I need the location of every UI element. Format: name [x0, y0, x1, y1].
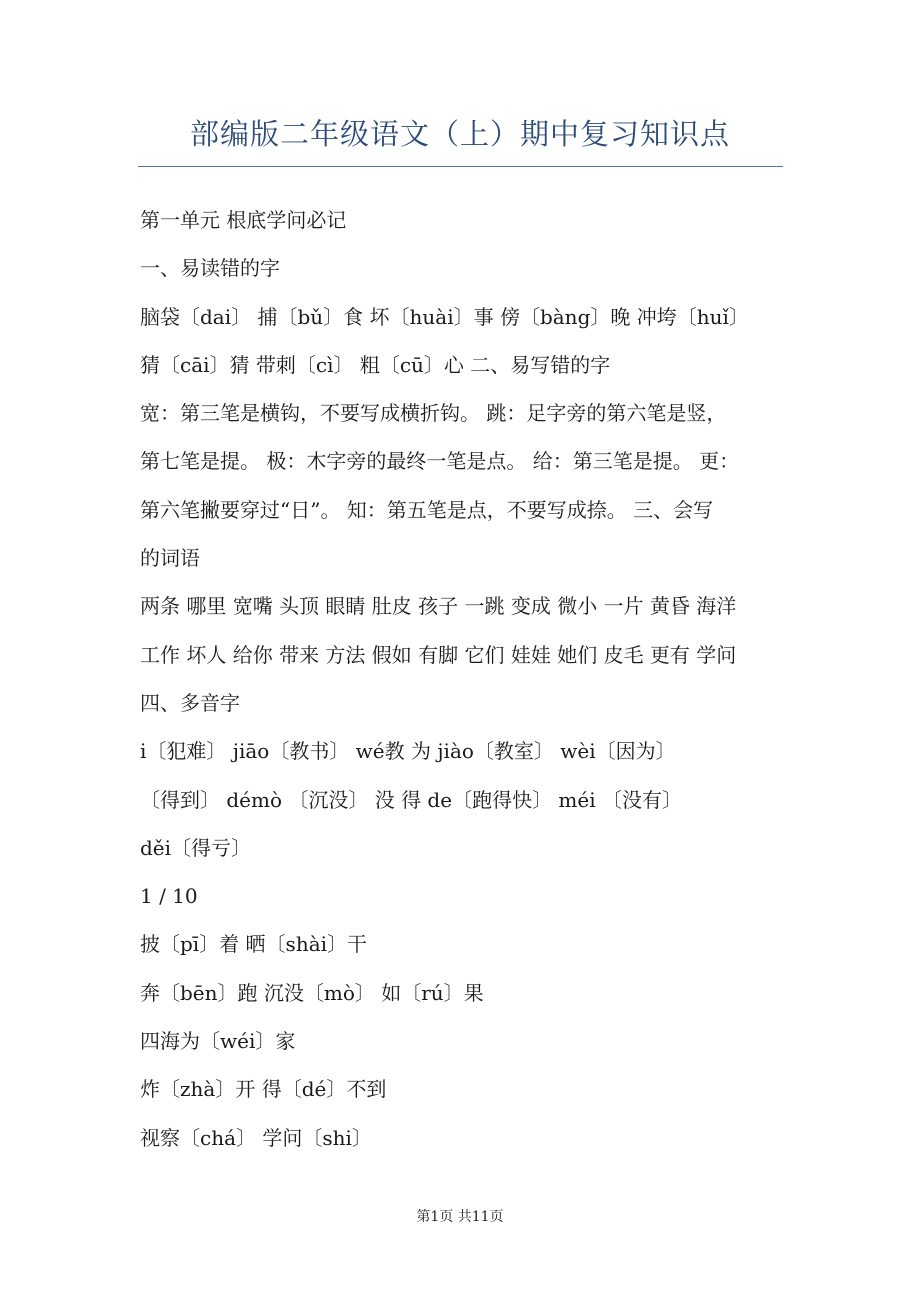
text-line: 工作 坏人 给你 带来 方法 假如 有脚 它们 娃娃 她们 皮毛 更有 学问: [140, 642, 737, 667]
inline-page-number: 1 / 10: [140, 884, 198, 909]
text-line: 四海为〔wéi〕家: [140, 1029, 296, 1054]
subsection-heading: 四、多音字: [140, 690, 240, 715]
text-line: 第六笔撇要穿过“日”。 知：第五笔是点，不要写成捺。 三、会写: [140, 497, 714, 522]
text-line: 〔得到〕 démò 〔沉没〕 没 得 de〔跑得快〕 méi 〔没有〕: [140, 787, 682, 812]
text-line: 宽：第三笔是横钩，不要写成横折钩。 跳：足字旁的第六笔是竖，: [140, 401, 727, 426]
text-line: 视察〔chá〕 学问〔shi〕: [140, 1125, 372, 1150]
text-line: 脑袋〔dai〕 捕〔bǔ〕食 坏〔huài〕事 傍〔bàng〕晚 冲垮〔huǐ〕: [140, 304, 749, 329]
text-line: 披〔pī〕着 晒〔shài〕干: [140, 932, 368, 957]
title-divider: [138, 166, 783, 167]
section-heading: 第一单元 根底学问必记: [140, 208, 347, 232]
text-line: 的词语: [140, 546, 200, 571]
page-title: 部编版二年级语文（上）期中复习知识点: [189, 117, 730, 151]
document-body: [140, 196, 790, 1162]
text-line: 猜〔cāi〕猜 带刺〔cì〕 粗〔cū〕心 二、易写错的字: [140, 352, 611, 377]
page-footer: 第1页 共11页: [416, 1209, 504, 1225]
subsection-heading: 一、易读错的字: [140, 256, 280, 281]
text-line: 炸〔zhà〕开 得〔dé〕不到: [140, 1077, 387, 1102]
text-line: 奔〔bēn〕跑 沉没〔mò〕 如〔rú〕果: [140, 980, 484, 1005]
text-line: děi〔得亏〕: [140, 835, 252, 860]
text-line: i〔犯难〕 jiāo〔教书〕 wé教 为 jiào〔教室〕 wèi〔因为〕: [140, 739, 676, 764]
text-line: 第七笔是提。 极：木字旁的最终一笔是点。 给：第三笔是提。 更：: [140, 449, 740, 474]
text-line: 两条 哪里 宽嘴 头顶 眼睛 肚皮 孩子 一跳 变成 微小 一片 黄昏 海洋: [140, 594, 737, 619]
